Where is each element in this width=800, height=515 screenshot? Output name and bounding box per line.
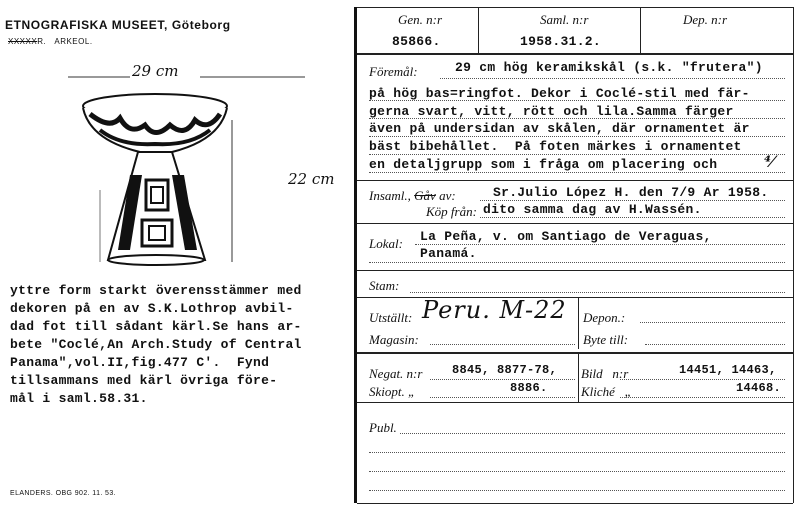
magasin-label: Magasin: <box>369 332 419 347</box>
lokal-line-1: Panamá. <box>420 246 477 261</box>
utstallt-label: Utställt: <box>369 310 413 325</box>
foremal-line-0: 29 cm hög keramikskål (s.k. "frutera") <box>455 60 763 75</box>
note-line: dad fot till sådant kärl.Se hans ar- <box>10 319 302 334</box>
foremal-line-4: bäst bibehållet. På foten märkes i ornamentet <box>369 139 742 154</box>
struck-department: XXXXX <box>8 37 38 46</box>
bild-label: Bild n:r <box>581 366 629 381</box>
lokal-line-0: La Peña, v. om Santiago de Veraguas, <box>420 229 712 244</box>
lokal-label: Lokal: <box>369 236 403 251</box>
dep-label: Dep. n:r <box>683 12 728 27</box>
foremal-line-5: en detaljgrupp som i fråga om placering och <box>369 157 718 172</box>
negat-label: Negat. n:r <box>369 366 423 381</box>
kop-value: dito samma dag av H.Wassén. <box>483 202 702 217</box>
struck-gav: Gåv <box>414 188 436 203</box>
saml-value: 1958.31.2. <box>520 34 602 49</box>
note-line: tillsammans med kärl övriga före- <box>10 373 278 388</box>
department-arkeol: ARKEOL. <box>54 37 93 46</box>
note-line: yttre form starkt överensstämmer med <box>10 283 302 298</box>
department-suffix: R. <box>37 37 47 46</box>
note-line: bete "Coclé,An Arch.Study of Central <box>10 337 302 352</box>
vessel-sketch <box>60 70 320 270</box>
av-text: av: <box>439 188 456 203</box>
foremal-line-2: gerna svart, vitt, rött och lila.Samma färger <box>369 104 734 119</box>
insaml-label <box>369 188 456 204</box>
negat-value: 8845, 8877-78, <box>452 363 558 377</box>
kliche-value: 14468. <box>736 381 782 395</box>
printer-mark: ELANDERS. OBG 902. 11. 53. <box>10 490 116 497</box>
note-line: dekoren på en av S.K.Lothrop avbil- <box>10 301 294 316</box>
kliche-label: Kliché „ <box>581 384 632 399</box>
width-label: 29 cm <box>132 62 179 80</box>
insaml-value: Sr.Julio López H. den 7/9 Ar 1958. <box>493 185 769 200</box>
height-label: 22 cm <box>288 170 335 188</box>
foremal-line-3: även på undersidan av skålen, där ornamentet är <box>369 121 750 136</box>
publ-label: Publ. <box>369 420 397 435</box>
skiopt-value: 8886. <box>510 381 548 395</box>
card-divider <box>354 7 357 503</box>
depon-label: Depon.: <box>583 310 626 325</box>
insaml-text: Insaml., <box>369 188 411 203</box>
utstallt-value: Peru. M-22 <box>422 296 567 324</box>
note-line: Panama",vol.II,fig.477 C'. Fynd <box>10 355 270 370</box>
gen-value: 85866. <box>392 34 441 49</box>
department-line <box>8 37 93 46</box>
byte-label: Byte till: <box>583 332 629 347</box>
foremal-label: Föremål: <box>369 64 418 79</box>
stam-label: Stam: <box>369 278 400 293</box>
note-line: mål i saml.58.31. <box>10 391 148 406</box>
foremal-line-1: på hög bas=ringfot. Dekor i Coclé-stil med fär- <box>369 86 750 101</box>
bild-value: 14451, 14463, <box>679 363 777 377</box>
museum-title: ETNOGRAFISKA MUSEET, Göteborg <box>5 18 231 32</box>
saml-label: Saml. n:r <box>540 12 589 27</box>
continuation-mark: ⁴⁄ <box>764 152 774 171</box>
gen-label: Gen. n:r <box>398 12 443 27</box>
left-notes <box>10 282 302 408</box>
skiopt-label: Skiopt. „ <box>369 384 416 399</box>
kop-label: Köp från: <box>426 204 477 219</box>
